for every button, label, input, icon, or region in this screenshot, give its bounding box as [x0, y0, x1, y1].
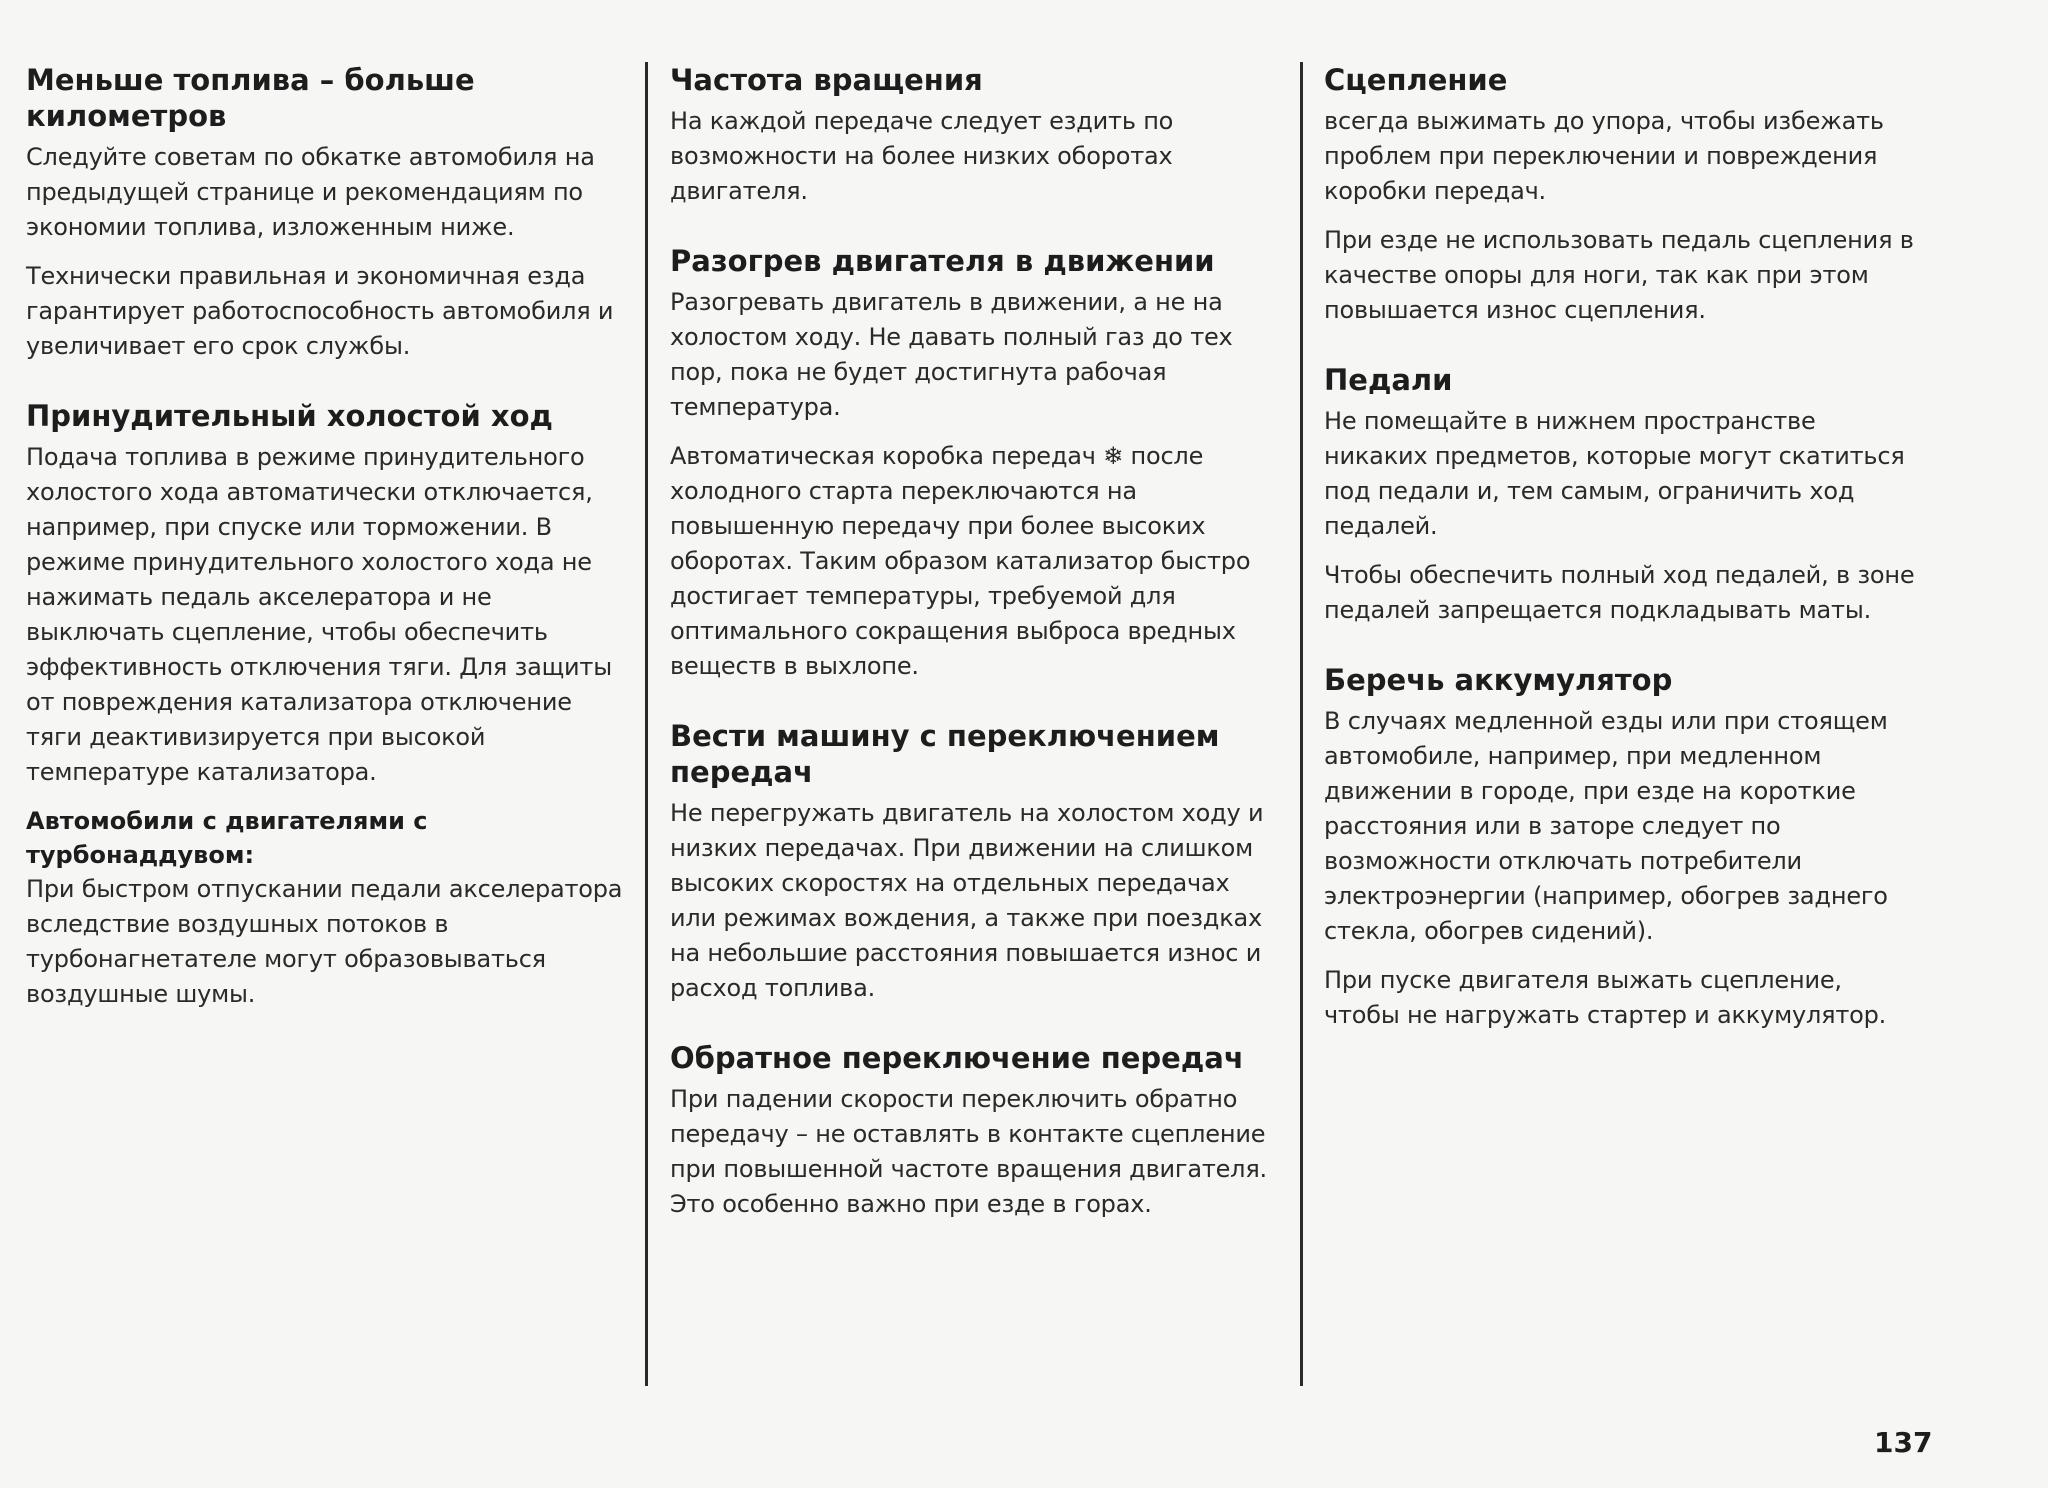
paragraph: Разогревать двигатель в движении, а не на холостом ходу. Не давать полный газ до тех пор, пока не будет достигнута рабочая температура.	[670, 288, 1233, 421]
section-heading: Вести машину с переключением передач	[670, 719, 1220, 789]
section-downshifting	[670, 1040, 1270, 1222]
section-gear-shifting	[670, 718, 1270, 1006]
section-heading: Сцепление	[1324, 63, 1508, 97]
paragraph: При пуске двигателя выжать сцепление, чтобы не нагружать стартер и аккумулятор.	[1324, 966, 1887, 1029]
column-3	[1324, 62, 1924, 1067]
section-heading: Меньше топлива – больше километров	[26, 63, 475, 133]
section-heading: Частота вращения	[670, 63, 983, 97]
column-1	[26, 62, 626, 1046]
section-heading: Беречь аккумулятор	[1324, 663, 1673, 697]
paragraph: Следуйте советам по обкатке автомобиля на предыдущей странице и рекомендациям по экономии топлива, изложенным ниже.	[26, 143, 595, 241]
paragraph: Технически правильная и экономичная езда гарантирует работоспособность автомобиля и увеличивает его срок службы.	[26, 262, 614, 360]
paragraph: Подача топлива в режиме принудительного холостого хода автоматически отключается, например, при спуске или торможении. В режиме принудительного холостого хода не нажимать педаль акселератора и не выключать сцепление, чтобы обеспечить эффективность отключения тяги. Для защиты от повреждения катализатора отключение тяги деактивизируется при высокой температуре катализатора.	[26, 443, 612, 786]
column-2	[670, 62, 1270, 1256]
section-forced-idle	[26, 398, 626, 790]
paragraph: При езде не использовать педаль сцепления в качестве опоры для ноги, так как при этом повышается износ сцепления.	[1324, 226, 1914, 324]
paragraph: Чтобы обеспечить полный ход педалей, в зоне педалей запрещается подкладывать маты.	[1324, 561, 1915, 624]
section-clutch	[1324, 62, 1924, 328]
section-rpm	[670, 62, 1270, 209]
paragraph: Не перегружать двигатель на холостом ходу и низких передачах. При движении на слишком высоких скоростях на отдельных передачах или режимах вождения, а также при поездках на небольшие расстояния повышается износ и расход топлива.	[670, 799, 1264, 1002]
section-heading: Обратное переключение передач	[670, 1041, 1244, 1075]
paragraph: Автоматическая коробка передач ❄ после холодного старта переключаются на повышенную передачу при более высоких оборотах. Таким образом катализатор быстро достигает температуры, требуемой для оптимального сокращения выброса вредных веществ в выхлопе.	[670, 442, 1251, 680]
paragraph: При быстром отпускании педали акселератора вследствие воздушных потоков в турбонагнетателе могут образовываться воздушные шумы.	[26, 875, 623, 1008]
paragraph: Не помещайте в нижнем пространстве никаких предметов, которые могут скатиться под педали и, тем самым, ограничить ход педалей.	[1324, 407, 1905, 540]
column-divider	[645, 62, 648, 1386]
section-warmup	[670, 243, 1270, 684]
section-turbo-engines	[26, 804, 626, 1012]
section-subheading: Автомобили с двигателями с турбонаддувом:	[26, 807, 428, 869]
paragraph: всегда выжимать до упора, чтобы избежать проблем при переключении и повреждения коробки передач.	[1324, 107, 1884, 205]
section-fuel-economy	[26, 62, 626, 364]
section-heading: Педали	[1324, 363, 1453, 397]
section-pedals	[1324, 362, 1924, 628]
page-number: 137	[1874, 1426, 1933, 1459]
paragraph: На каждой передаче следует ездить по возможности на более низких оборотах двигателя.	[670, 107, 1174, 205]
paragraph: При падении скорости переключить обратно передачу – не оставлять в контакте сцепление при повышенной частоте вращения двигателя. Это особенно важно при езде в горах.	[670, 1085, 1267, 1218]
section-heading: Принудительный холостой ход	[26, 399, 553, 433]
paragraph: В случаях медленной езды или при стоящем автомобиле, например, при медленном движении в городе, при езде на короткие расстояния или в заторе следует по возможности отключать потребители электроэнергии (например, обогрев заднего стекла, обогрев сидений).	[1324, 707, 1888, 945]
section-battery	[1324, 662, 1924, 1033]
section-heading: Разогрев двигателя в движении	[670, 244, 1215, 278]
column-divider	[1300, 62, 1303, 1386]
